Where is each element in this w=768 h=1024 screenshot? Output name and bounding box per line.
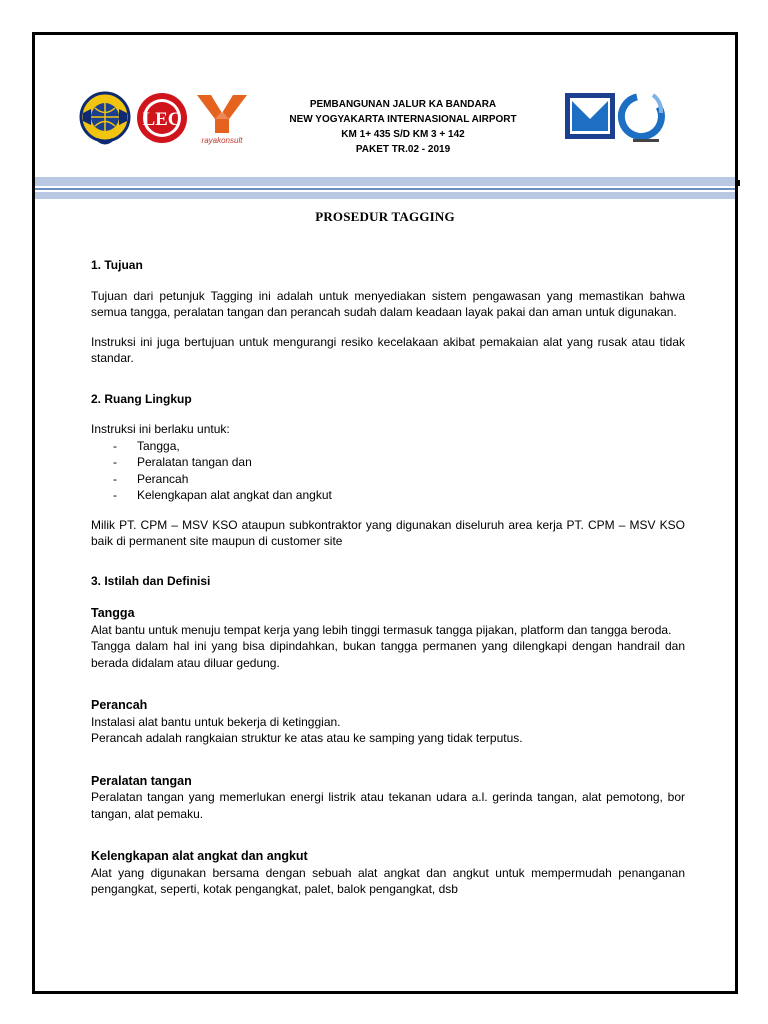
document-body: [91, 257, 685, 898]
header-divider-tip: [735, 180, 740, 186]
ruang-lingkup-intro: Instruksi ini berlaku untuk:: [91, 422, 230, 436]
list-item: - Peralatan tangan dan: [113, 454, 685, 471]
ruang-lingkup-paragraph: Milik PT. CPM – MSV KSO ataupun subkontraktor yang digunakan diseluruh area kerja PT. CPM – MSV KSO baik di permanent site maupun di customer site: [91, 517, 685, 548]
peralatan-tangan-paragraph: Peralatan tangan yang memerlukan energi listrik atau tekanan udara a.l. gerinda tangan, alat pemotong, bor tangan, alat pemaku.: [91, 790, 685, 821]
tujuan-paragraph-2: Instruksi ini juga bertujuan untuk mengurangi resiko kecelakaan akibat pemakaian alat yang rusak atau tidak standar.: [91, 334, 685, 365]
ministry-emblem-logo: [77, 89, 133, 149]
document-header: [35, 35, 735, 175]
lec-logo-text: LEC: [142, 109, 182, 130]
mo-logo: [563, 87, 673, 147]
section-heading-istilah: 3. Istilah dan Definisi: [91, 573, 211, 588]
document-title: PROSEDUR TAGGING: [315, 209, 455, 224]
section-heading-ruang-lingkup: 2. Ruang Lingkup: [91, 391, 192, 406]
term-title-tangga: Tangga: [91, 606, 135, 620]
tangga-paragraph-1: Alat bantu untuk menuju tempat kerja yang lebih tinggi termasuk tangga pijakan, platform dan tangga beroda.: [91, 622, 672, 637]
list-item: - Perancah: [113, 471, 685, 488]
tujuan-paragraph-1: Tujuan dari petunjuk Tagging ini adalah untuk menyediakan sistem pengawasan yang memastikan bahwa semua tangga, peralatan tangan dan perancah sudah dalam keadaan layak pakai dan aman untuk digunakan.: [91, 288, 685, 319]
header-divider-line: [35, 188, 735, 190]
lec-logo: [135, 91, 189, 150]
kelengkapan-paragraph: Alat yang digunakan bersama dengan sebuah alat angkat dan angkut untuk mempermudah penanganan pengangkat, seperti, kotak pengangkat, palet, balok pengangkat, dsb: [91, 865, 685, 896]
term-title-kelengkapan: Kelengkapan alat angkat dan angkut: [91, 849, 308, 863]
rayakonsult-logo-text: rayakonsult: [201, 136, 243, 145]
rayakonsult-logo: [193, 89, 251, 147]
header-divider-band: [35, 177, 735, 186]
header-line-3: KM 1+ 435 S/D KM 3 + 142: [341, 129, 465, 140]
tangga-paragraph-2: Tangga dalam hal ini yang bisa dipindahkan, bukan tangga permanen yang dilengkapi dengan handrail dan berada didalam atau diluar gedung.: [91, 639, 685, 670]
term-title-peralatan-tangan: Peralatan tangan: [91, 773, 192, 788]
list-item: - Kelengkapan alat angkat dan angkut: [113, 487, 685, 504]
ruang-lingkup-list: [91, 438, 685, 504]
list-item: - Tangga,: [113, 438, 685, 455]
header-line-2: NEW YOGYAKARTA INTERNASIONAL AIRPORT: [289, 114, 517, 125]
perancah-paragraph-1: Instalasi alat bantu untuk bekerja di ketinggian.: [91, 714, 341, 729]
header-divider-band-lower: [35, 192, 735, 199]
term-title-perancah: Perancah: [91, 698, 148, 712]
header-line-4: PAKET TR.02 - 2019: [355, 144, 451, 155]
header-line-1: PEMBANGUNAN JALUR KA BANDARA: [309, 99, 497, 110]
section-heading-tujuan: 1. Tujuan: [91, 258, 143, 272]
page-frame: [32, 32, 738, 994]
perancah-paragraph-2: Perancah adalah rangkaian struktur ke atas atau ke samping yang tidak terputus.: [91, 731, 523, 745]
project-header-text: [265, 97, 541, 157]
